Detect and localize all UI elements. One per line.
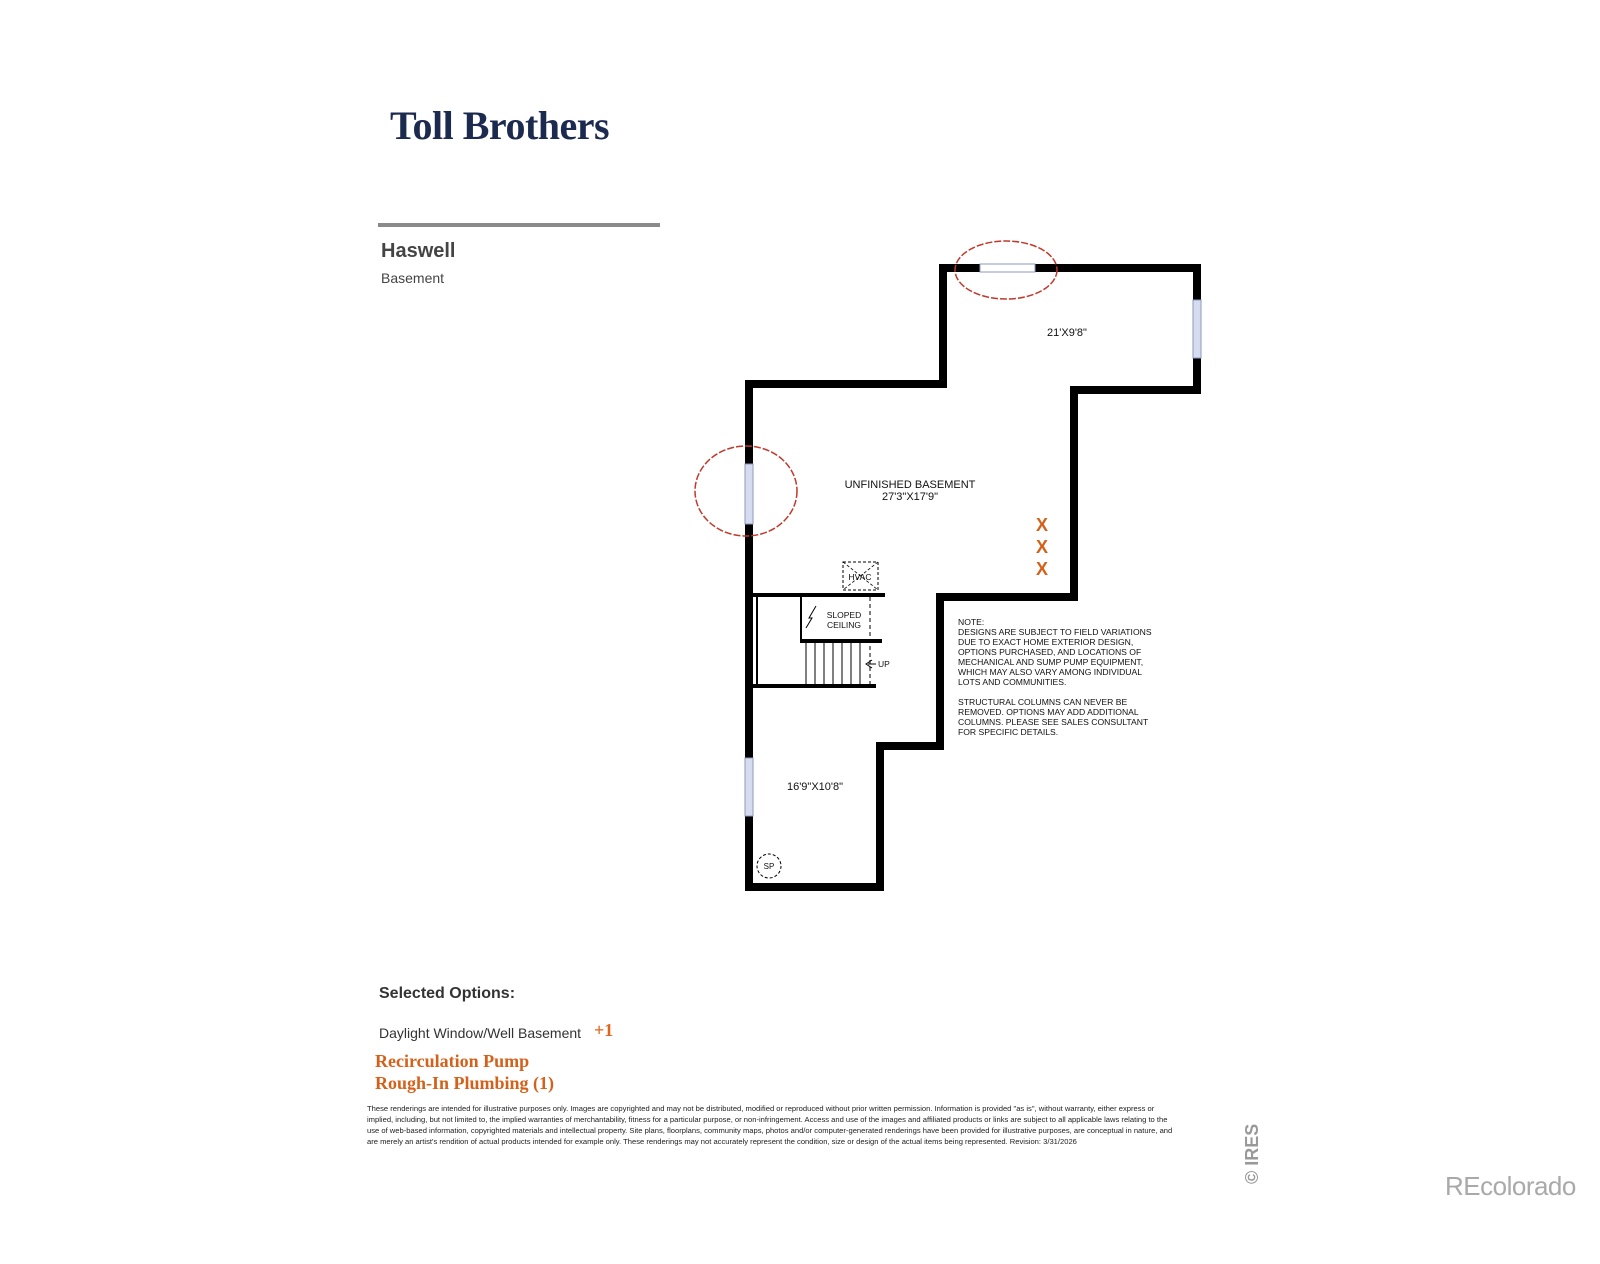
plan-name: Haswell [381, 240, 456, 262]
note-line: FOR SPECIFIC DETAILS. [958, 727, 1059, 737]
option-item: Daylight Window/Well Basement [379, 1025, 582, 1041]
x-mark-3: X [1035, 559, 1049, 579]
main-room-dims: 27'3"X17'9" [881, 491, 939, 503]
hvac-label: HVAC [848, 572, 872, 582]
note-line: STRUCTURAL COLUMNS CAN NEVER BE [958, 697, 1128, 707]
right-window [1193, 300, 1201, 358]
selected-options-title: Selected Options: [379, 985, 516, 1002]
stair-break-line [806, 606, 816, 628]
top-room-dims: 21'X9'8" [1047, 327, 1087, 339]
legal-disclaimer: These renderings are intended for illustrative purposes only. Images are copyrighted and may not be distributed, modified or reproduced without prior written permission. Information is provided "as is", without warranty, either express or implied, including, but not limited to, the implied warranties of merchantability, fitness for a particular purpose, or non-infringement. Access and use of the images and affiliated products or links are subject to all applicable laws relating to the use of web-based information, copyrighted materials and intellectual property. Site plans, floorplans, community maps, photos and/or computer-generated renderings have been provided for illustrative purposes, are conceptual in nature, and are merely an artist's rendition of actual products intended for example only. These renderings may not accurately represent the condition, size or design of the actual items being represented. Revision: 3/31/2026 [367, 1104, 1173, 1146]
handwritten-option-2: Rough-In Plumbing (1) [375, 1073, 555, 1093]
ires-watermark: © IRES [1242, 1123, 1262, 1184]
lower-left-window [745, 758, 753, 816]
note-line: NOTE: [958, 617, 985, 627]
note-line: DESIGNS ARE SUBJECT TO FIELD VARIATIONS [958, 627, 1152, 637]
note-line: DUE TO EXACT HOME EXTERIOR DESIGN, [958, 637, 1134, 647]
note-line: OPTIONS PURCHASED, AND LOCATIONS OF [958, 647, 1142, 657]
bottom-room-dims: 16'9"X10'8" [786, 781, 844, 793]
design-note [958, 617, 1152, 737]
note-line: REMOVED. OPTIONS MAY ADD ADDITIONAL [958, 707, 1139, 717]
main-room-name: UNFINISHED BASEMENT [844, 479, 976, 491]
left-window [745, 464, 753, 524]
note-line: LOTS AND COMMUNITIES. [958, 677, 1067, 687]
recolorado-watermark: REcolorado [1445, 1171, 1576, 1201]
x-mark-1: X [1035, 515, 1049, 535]
note-line: COLUMNS. PLEASE SEE SALES CONSULTANT [958, 717, 1149, 727]
plan-level: Basement [381, 270, 445, 286]
handwritten-option-1: Recirculation Pump [375, 1051, 530, 1071]
sloped-ceiling-label-1: SLOPED [826, 610, 862, 620]
top-window [980, 264, 1035, 272]
plus-annotation: +1 [594, 1020, 614, 1040]
up-label: UP [878, 659, 890, 669]
ires-watermark-wrap [1242, 1123, 1262, 1264]
basement-outline [749, 268, 1197, 887]
sump-pump-label: SP [763, 862, 775, 871]
note-line: MECHANICAL AND SUMP PUMP EQUIPMENT, [958, 657, 1144, 667]
toll-brothers-logo: Toll Brothers [390, 103, 610, 148]
note-line: WHICH MAY ALSO VARY AMONG INDIVIDUAL [958, 667, 1143, 677]
stair-treads [806, 643, 860, 686]
sloped-ceiling-label-2: CEILING [826, 620, 862, 630]
x-mark-2: X [1035, 537, 1049, 557]
